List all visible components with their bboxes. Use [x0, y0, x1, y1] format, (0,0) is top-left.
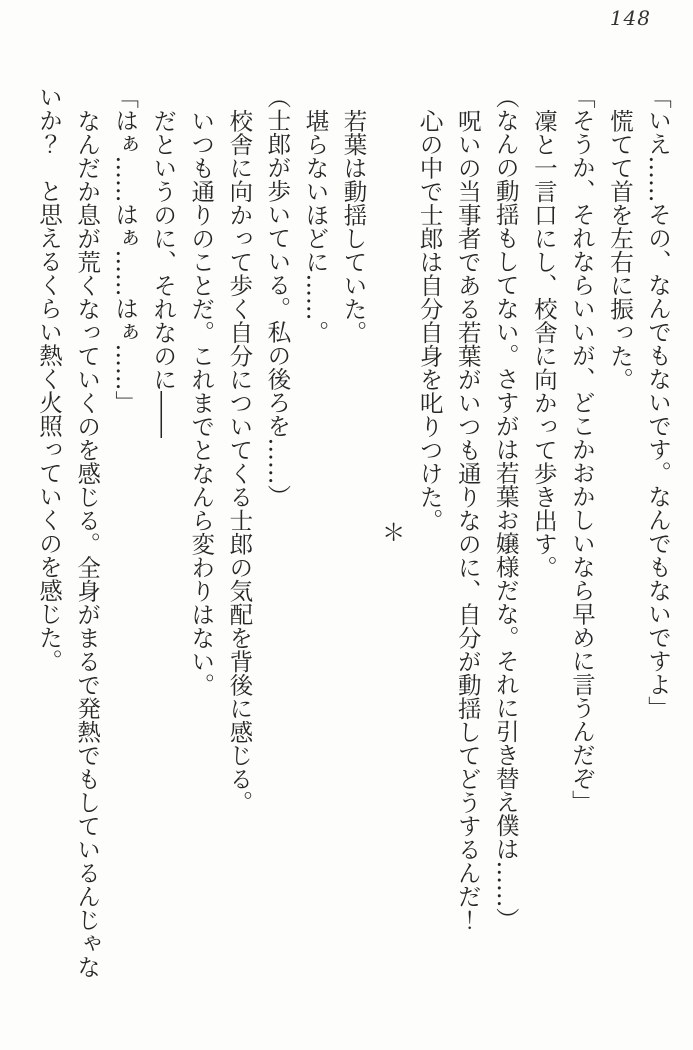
paragraph: いつも通りのことだ。これまでとなんら変わりはない。: [187, 108, 216, 696]
paragraph: （なんの動揺もしてない。さすがは若葉お嬢様だな。それに引き替え僕は……）: [491, 85, 520, 931]
paragraph: 「いえ……その、なんでもないです。なんでもないですよ」: [644, 85, 672, 720]
paragraph: なんだか息が荒くなっていくのを感じる。全身がまるで発熱でもしているんじゃないか？ と思えるくらい熱く火照っていくのを感じた。: [35, 85, 102, 978]
paragraph: 校舎に向かって歩く自分についてくる士郎の気配を背後に感じる。: [225, 108, 254, 814]
paragraph: 堪らないほどに……。: [301, 108, 330, 344]
paragraph: 「そうか、それならいいが、どこかおかしいなら早めに言うんだぞ」: [567, 85, 596, 814]
paragraph: 心の中で士郎は自分自身を叱りつけた。: [415, 108, 444, 532]
paragraph: 慌てて首を左右に振った。: [605, 108, 634, 391]
page-number: 148: [609, 6, 651, 30]
section-separator: ＊: [377, 520, 406, 544]
paragraph: 呪いの当事者である若葉がいつも通りなのに、自分が動揺してどうするんだ！: [453, 108, 482, 931]
paragraph: 凜と一言口にし、校舎に向かって歩き出す。: [529, 108, 558, 579]
paragraph: 「はぁ……はぁ……はぁ……」: [111, 85, 140, 414]
paragraph: 若葉は動揺していた。: [339, 108, 368, 344]
text-body: [30, 85, 677, 979]
paragraph: （士郎が歩いている。私の後ろを……）: [263, 85, 292, 508]
paragraph: だというのに、それなのに――: [149, 108, 178, 438]
